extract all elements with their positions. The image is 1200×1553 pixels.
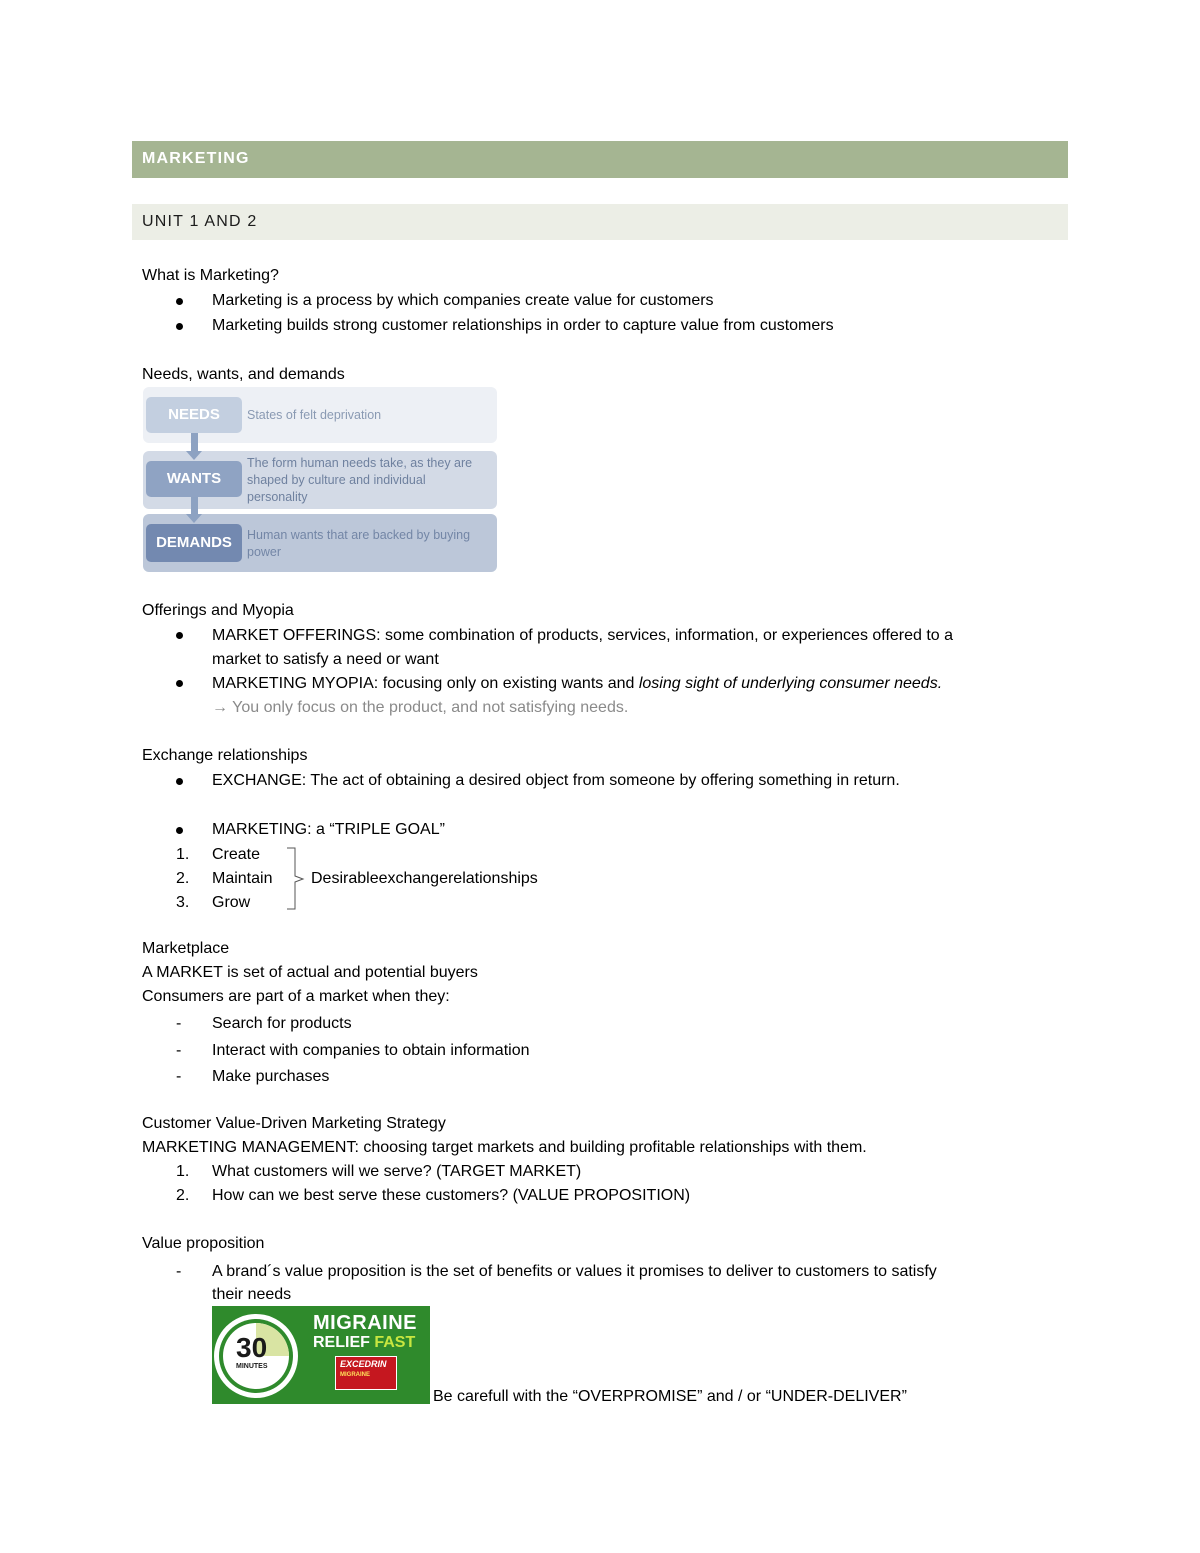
list-number: 1. (176, 846, 190, 863)
dash-icon: - (176, 1042, 182, 1059)
heading-2-bar (132, 204, 1068, 240)
list-item: How can we best serve these customers? (VALUE PROPOSITION) (212, 1187, 691, 1204)
bullet-icon (176, 323, 183, 330)
goal-item: Create (212, 846, 261, 863)
list-number: 3. (176, 894, 190, 911)
page-title: MARKETING (142, 150, 250, 167)
list-item: MARKETING: a “TRIPLE GOAL” (212, 821, 445, 838)
dash-icon: - (176, 1015, 182, 1032)
marketplace-line: A MARKET is set of actual and potential buyers (142, 964, 478, 981)
ad-sub: MIGRAINE (340, 1372, 370, 1378)
myopia-note: → You only focus on the product, and not satisfying needs. (212, 699, 629, 716)
right-brace-icon (285, 846, 307, 912)
list-item (212, 674, 942, 694)
goal-item: Grow (212, 894, 251, 911)
list-item: Search for products (212, 1015, 352, 1032)
bullet-icon (176, 680, 183, 687)
list-item: MARKET OFFERINGS: some combination of products, services, information, or experiences offered to a (212, 627, 954, 644)
arrow-down-icon (186, 514, 202, 523)
list-item: A brand´s value proposition is the set of benefits or values it promises to deliver to customers to satisfy (212, 1263, 937, 1280)
marketplace-heading: Marketplace (142, 940, 230, 957)
ad-unit: MINUTES (236, 1363, 268, 1370)
marketplace-line: Consumers are part of a market when they: (142, 988, 450, 1005)
list-item: Interact with companies to obtain information (212, 1042, 530, 1059)
goal-item: Maintain (212, 870, 273, 887)
diagram-desc-needs: States of felt deprivation (247, 408, 382, 422)
diagram-label-demands: DEMANDS (146, 524, 242, 562)
section-title: UNIT 1 AND 2 (142, 213, 258, 230)
list-number: 2. (176, 1187, 190, 1204)
ad-fast: FAST (374, 1334, 416, 1351)
brace-label: Desirableexchangerelationships (311, 870, 538, 887)
arrow-down-icon (191, 497, 198, 514)
diagram-desc-demands: Human wants that are backed by buying power (247, 528, 471, 559)
excedrin-ad-image (212, 1306, 430, 1404)
list-item: EXCHANGE: The act of obtaining a desired object from someone by offering something in return. (212, 772, 900, 789)
ad-relief: RELIEF (313, 1334, 370, 1351)
bullet-icon (176, 298, 183, 305)
list-item: Marketing is a process by which companies create value for customers (212, 292, 714, 309)
list-number: 2. (176, 870, 190, 887)
list-number: 1. (176, 1163, 190, 1180)
exchange-heading: Exchange relationships (142, 747, 308, 764)
dash-icon: - (176, 1068, 182, 1085)
strategy-heading: Customer Value-Driven Marketing Strategy (142, 1115, 446, 1132)
list-item: Marketing builds strong customer relationships in order to capture value from customers (212, 317, 834, 334)
arrow-down-icon (191, 433, 198, 451)
list-item: What customers will we serve? (TARGET MARKET) (212, 1163, 582, 1180)
heading-1-bar (132, 141, 1068, 178)
bullet-icon (176, 778, 183, 785)
bullet-icon (176, 827, 183, 834)
diagram-desc-wants: The form human needs take, as they are shaped by culture and individual personality (247, 456, 473, 504)
needs-heading: Needs, wants, and demands (142, 366, 345, 383)
diagram-label-wants: WANTS (146, 461, 242, 497)
myopia-text: MARKETING MYOPIA: focusing only on existing wants and (212, 675, 639, 692)
ad-headline: MIGRAINE (313, 1312, 417, 1334)
diagram-label-needs: NEEDS (146, 397, 242, 433)
arrow-down-icon (186, 451, 202, 460)
ad-headline-2 (313, 1334, 415, 1352)
strategy-line: MARKETING MANAGEMENT: choosing target markets and building profitable relationships with them. (142, 1139, 867, 1156)
dash-icon: - (176, 1263, 182, 1280)
offerings-heading: Offerings and Myopia (142, 602, 294, 619)
ad-number: 30 (236, 1332, 268, 1363)
what-is-heading: What is Marketing? (142, 267, 279, 284)
value-prop-caption: Be carefull with the “OVERPROMISE” and / or “UNDER-DELIVER” (433, 1388, 907, 1405)
ad-brand: EXCEDRIN (340, 1359, 387, 1369)
value-prop-heading: Value proposition (142, 1235, 265, 1252)
list-item: Make purchases (212, 1068, 330, 1085)
list-item-continued: market to satisfy a need or want (212, 651, 439, 668)
myopia-emphasis: losing sight of underlying consumer needs. (638, 675, 943, 692)
product-box (335, 1356, 397, 1390)
list-item-continued: their needs (212, 1286, 292, 1303)
bullet-icon (176, 632, 183, 639)
